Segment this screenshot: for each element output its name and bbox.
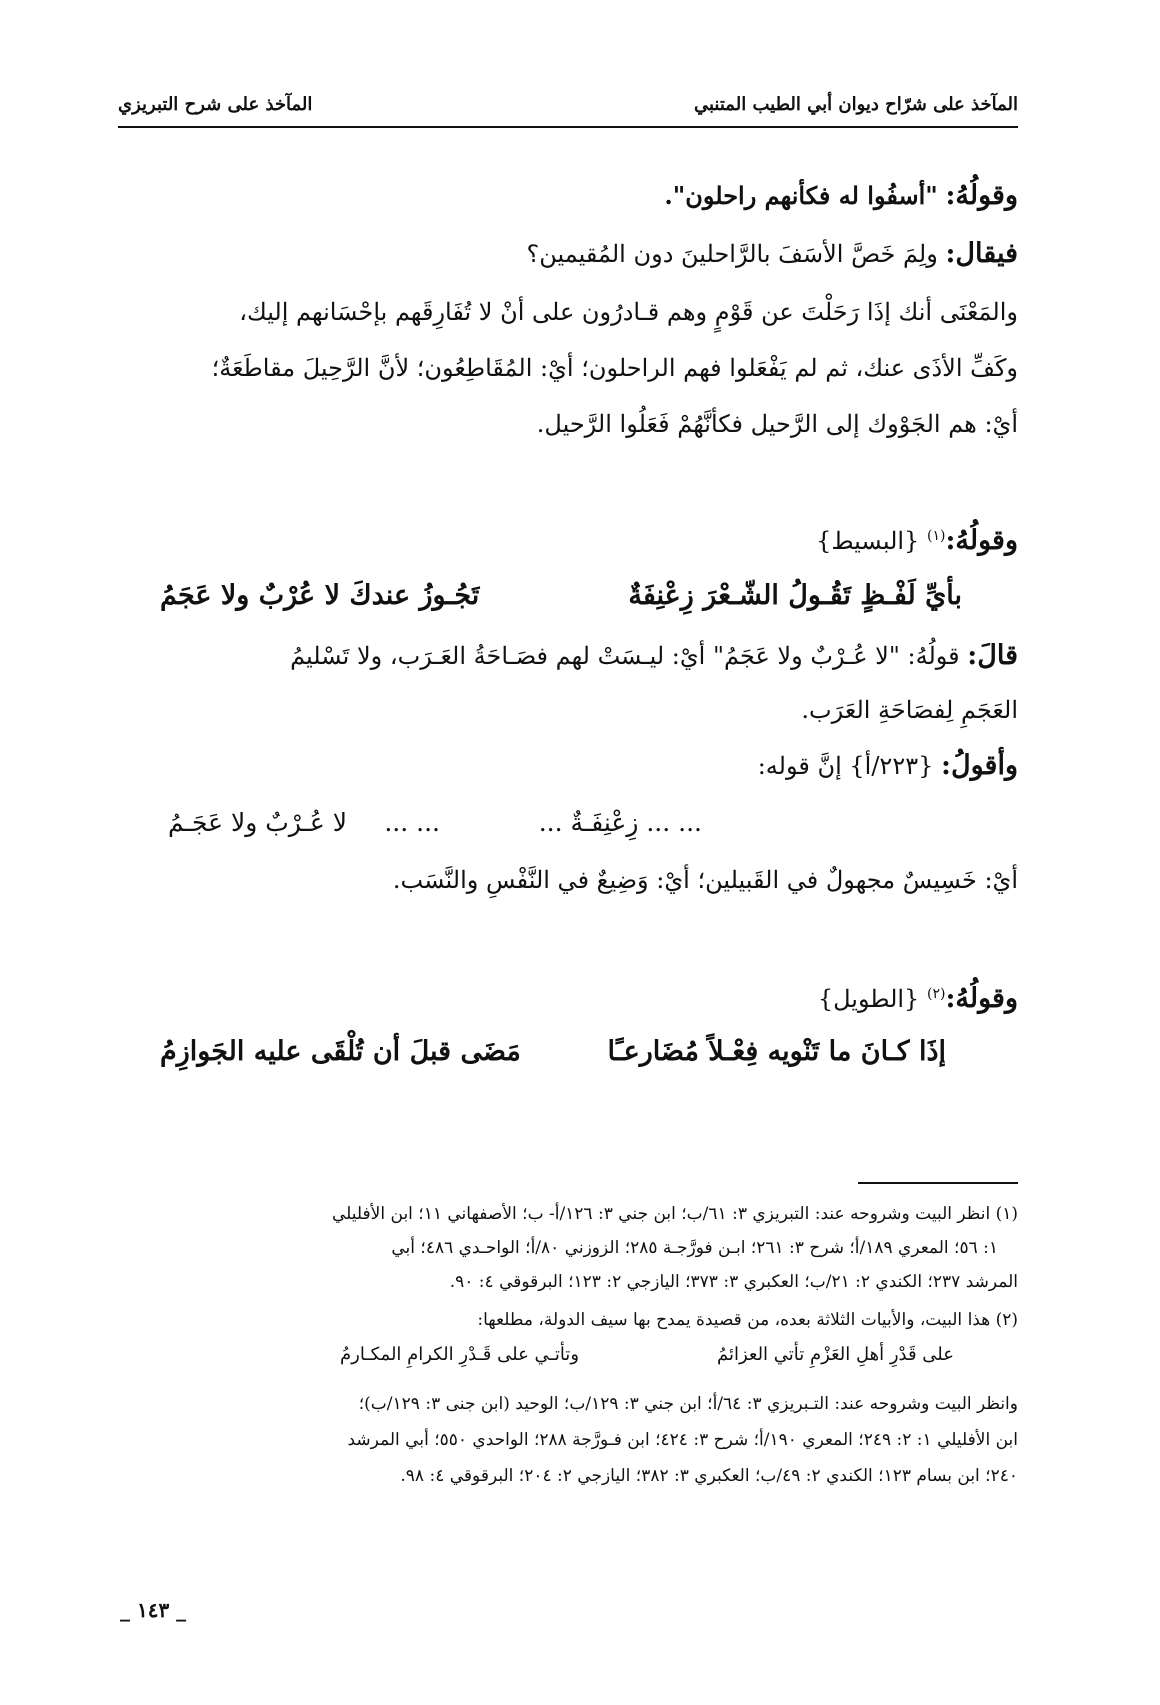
- section2-excerpt-first: ... ... زِعْنِفَـةٌ ...: [538, 808, 702, 837]
- section1-paragraph-line-1: والمَعْنَى أنك إذَا رَحَلْتَ عن قَوْمٍ وهم قـادرُون على أنْ لا تُفَارِقَهم بإحْسَانهم إليك،: [239, 298, 1018, 326]
- footnote-2-line-3: ابن الأفليلي ١: ٢: ٢٤٩؛ المعري ١٩٠/أ؛ شرح ٣: ٤٢٤؛ ابن فـورَّجة ٢٨٨؛ الواحدي ٥٥٠؛ أبي المرشد: [347, 1430, 1018, 1450]
- footnote-2-line-2: وانظر البيت وشروحه عند: التـبريزي ٣: ٦٤/أ؛ ابن جني ٣: ١٢٩/ب؛ الوحيد (ابن جنى ٣: ١٢٩/ب)؛: [358, 1394, 1018, 1414]
- section2-comment: قولُهُ: "لا عُـرْبٌ ولا عَجَمُ" أيْ: ليـسَتْ لهم فصَـاحَةُ العَـرَب، ولا تَسْليمُ: [290, 642, 960, 670]
- footnote-2-verse-second: وتأتـي على قَـدْرِ الكرامِ المكـارمُ: [340, 1344, 580, 1365]
- footnote-ref-2: (٢): [926, 986, 946, 1002]
- section2-verse-second-hemistich: تَجُـوزُ عندكَ لا عُرْبٌ ولا عَجَمُ: [160, 580, 480, 611]
- header-section-title: المآخذ على شرح التبريزي: [118, 94, 313, 115]
- footnote-2-line-1: (٢) هذا البيت، والأبيات الثلاثة بعده، من قصيدة يمدح بها سيف الدولة، مطلعها:: [477, 1310, 1018, 1330]
- footnote-ref-1: (١): [926, 528, 946, 544]
- section1-question-line: [142, 236, 1018, 272]
- section1-question-lead: فيقال:: [945, 238, 1018, 269]
- section2-meaning-line: أيْ: خَسِيسٌ مجهولٌ في القَبيلين؛ أيْ: وَضِيعٌ في النَّفْسِ والنَّسَب.: [392, 866, 1018, 894]
- section3-lead: وقولُهُ:: [945, 983, 1018, 1014]
- section1-question: ولِمَ خَصَّ الأسَفَ بالرَّاحلينَ دون المُقيمين؟: [526, 240, 938, 268]
- section2-comment-line-2: العَجَمِ لِفصَاحَةِ العَرَب.: [801, 696, 1018, 724]
- section3-verse-first-hemistich: إذَا كـانَ ما تَنْويه فِعْـلاً مُضَارعـًا: [607, 1036, 946, 1067]
- footnote-1-line-2: ١: ٥٦؛ المعري ١٨٩/أ؛ شرح ٣: ٢٦١؛ ابـن فورَّجـة ٢٨٥؛ الزوزني ٨٠/أ؛ الواحـدي ٤٨٦؛ أبي: [391, 1238, 998, 1258]
- section2-excerpt-dots: ... ...: [384, 808, 440, 837]
- footnote-2-verse-first: على قَدْرِ أهلِ العَزْمِ تأتي العزائمُ: [716, 1344, 954, 1365]
- section2-verse-first-hemistich: بأيِّ لَفْـظٍ تَقُـولُ الشّـعْرَ زِعْنِفَةٌ: [628, 580, 962, 611]
- section2-meter: {البسيط}: [816, 527, 920, 555]
- section2-reply: {٢٢٣/أ} إنَّ قوله:: [757, 752, 934, 780]
- section2-comment-lead: قالَ:: [967, 640, 1018, 671]
- section1-lead: وقولُهُ:: [945, 180, 1018, 211]
- section1-paragraph-line-3: أيْ: هم الجَوْوك إلى الرَّحيل فكأنَّهُمْ فَعَلُوا الرَّحيل.: [536, 410, 1018, 438]
- section3-meter: {الطويل}: [817, 985, 920, 1013]
- footnote-2-line-4: ٢٤٠؛ ابن بسام ١٢٣؛ الكندي ٢: ٤٩/ب؛ العكبري ٣: ٣٨٢؛ اليازجي ٢: ٢٠٤؛ البرقوقي ٤: ٩٨.: [400, 1466, 1018, 1486]
- section3-verse-second-hemistich: مَضَى قبلَ أن تُلْقَى عليه الجَوازِمُ: [160, 1036, 521, 1067]
- section1-paragraph-line-2: وكَفِّ الأذَى عنك، ثم لم يَفْعَلوا فهم الراحلون؛ أيْ: المُقَاطِعُون؛ لأنَّ الرَّحِيلَ مقاطَعَةٌ؛: [211, 354, 1018, 382]
- section2-comment-line-1: [142, 638, 1018, 674]
- section2-reply-lead: وأقولُ:: [941, 750, 1018, 781]
- section2-reply-line: [142, 748, 1018, 784]
- footnote-1-line-1: (١) انظر البيت وشروحه عند: التبريزي ٣: ٦١/ب؛ ابن جني ٣: ١٢٦/أ- ب؛ الأصفهاني ١١؛ ابن الأفليلي: [332, 1204, 1018, 1224]
- footnote-1-line-3: المرشد ٢٣٧؛ الكندي ٢: ٢١/ب؛ العكبري ٣: ٣٧٣؛ اليازجي ٢: ١٢٣؛ البرقوقي ٤: ٩٠.: [449, 1272, 1018, 1292]
- section1-lead-line: [142, 178, 1018, 214]
- header-book-title: المآخذ على شرّاح ديوان أبي الطيب المتنبي: [694, 94, 1018, 115]
- running-header: [118, 92, 1018, 128]
- section3-lead-line: [142, 976, 1018, 1017]
- section2-excerpt-second: لا عُـرْبٌ ولا عَجَـمُ: [168, 808, 348, 837]
- page-number: _ ١٤٣ _: [120, 1598, 187, 1622]
- section2-lead-line: [142, 518, 1018, 559]
- section2-lead: وقولُهُ:: [945, 525, 1018, 556]
- section1-quote: "أسفُوا له فكأنهم راحلون".: [664, 181, 938, 210]
- footnote-separator: [858, 1182, 1018, 1184]
